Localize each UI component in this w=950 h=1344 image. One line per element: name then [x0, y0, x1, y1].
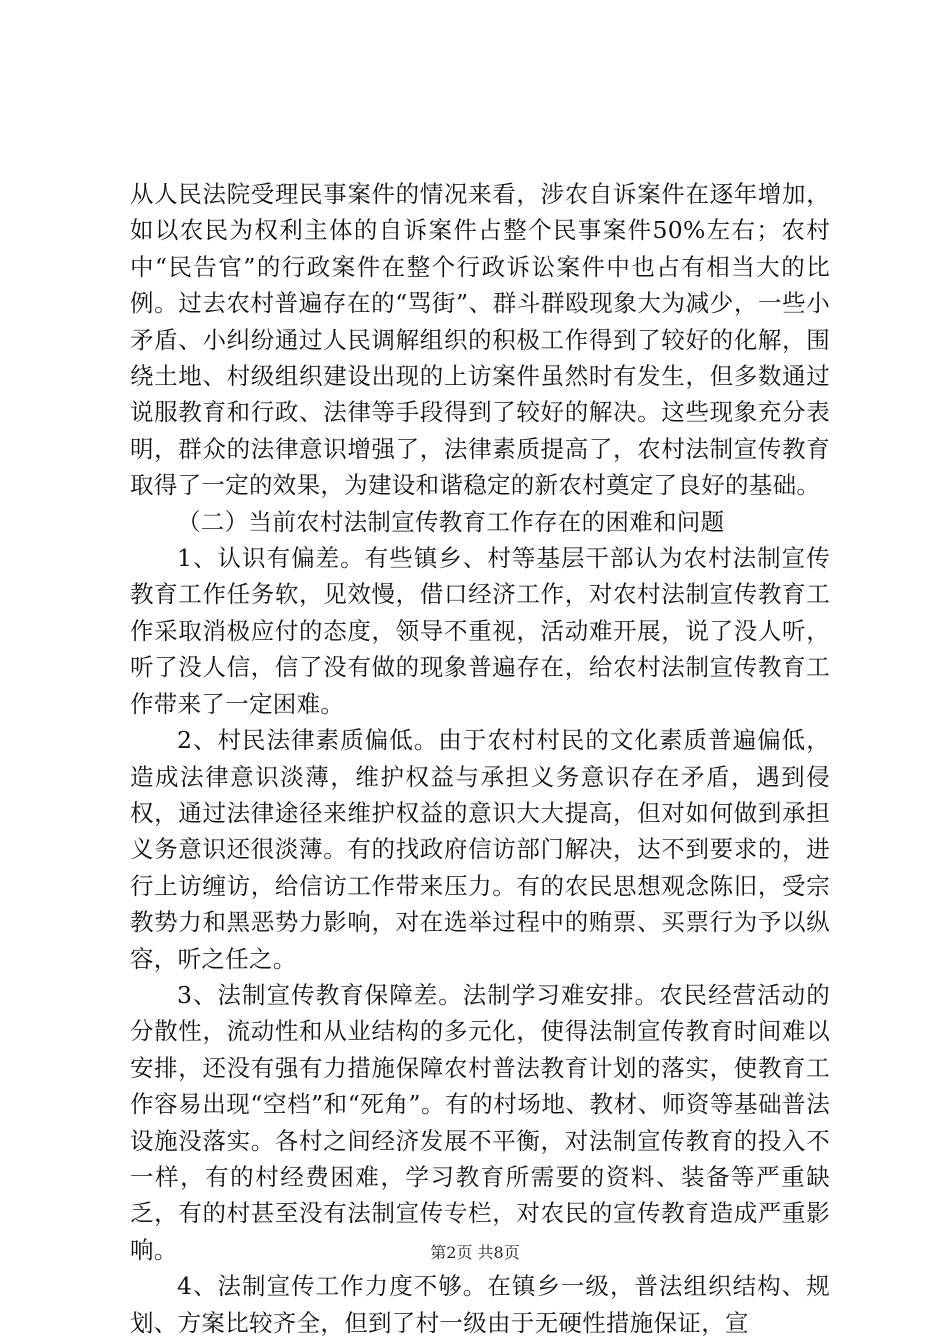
paragraph-item-2: 2、村民法律素质偏低。由于农村村民的文化素质普遍偏低，造成法律意识淡薄，维护权益与承担义务意识存在矛盾，遇到侵权，通过法律途径来维护权益的意识大大提高，但对如何做到承担义务意识还很淡薄。有的找政府信访部门解决，达不到要求的，进行上访缠访，给信访工作带来压力。有的农民思想观念陈旧，受宗教势力和黑恶势力影响，对在选举过程中的贿票、买票行为予以纵容，听之任之。 — [130, 726, 830, 973]
paragraph-item-4: 4、法制宣传工作力度不够。在镇乡一级，普法组织结构、规划、方案比较齐全，但到了村一级由于无硬性措施保证，宣 — [130, 1272, 830, 1337]
paragraph-item-1: 1、认识有偏差。有些镇乡、村等基层干部认为农村法制宣传教育工作任务软，见效慢，借口经济工作，对农村法制宣传教育工作采取消极应付的态度，领导不重视，活动难开展，说了没人听，听了没人信，信了没有做的现象普遍存在，给农村法制宣传教育工作带来了一定困难。 — [130, 544, 830, 718]
document-body — [130, 176, 830, 1341]
page-number: 第2页 共8页 — [430, 1243, 520, 1262]
section-heading: （二）当前农村法制宣传教育工作存在的困难和问题 — [177, 507, 725, 536]
paragraph-continuation: 从人民法院受理民事案件的情况来看，涉农自诉案件在逐年增加，如以农民为权利主体的自诉案件占整个民事案件50%左右；农村中“民告官”的行政案件在整个行政诉讼案件中也占有相当大的比例。过去农村普遍存在的“骂街”、群斗群殴现象大为减少，一些小矛盾、小纠纷通过人民调解组织的积极工作得到了较好的化解，围绕土地、村级组织建设出现的上访案件虽然时有发生，但多数通过说服教育和行政、法律等手段得到了较好的解决。这些现象充分表明，群众的法律意识增强了，法律素质提高了，农村法制宣传教育取得了一定的效果，为建设和谐稳定的新农村奠定了良好的基础。 — [130, 180, 830, 500]
page-footer — [0, 1243, 950, 1263]
paragraph-item-3: 3、法制宣传教育保障差。法制学习难安排。农民经营活动的分散性，流动性和从业结构的多元化，使得法制宣传教育时间难以安排，还没有强有力措施保障农村普法教育计划的落实，使教育工作容易出现“空档”和“死角”。有的村场地、教材、师资等基础普法设施没落实。各村之间经济发展不平衡，对法制宣传教育的投入不一样，有的村经费困难，学习教育所需要的资料、装备等严重缺乏，有的村甚至没有法制宣传专栏，对农民的宣传教育造成严重影响。 — [130, 980, 830, 1264]
